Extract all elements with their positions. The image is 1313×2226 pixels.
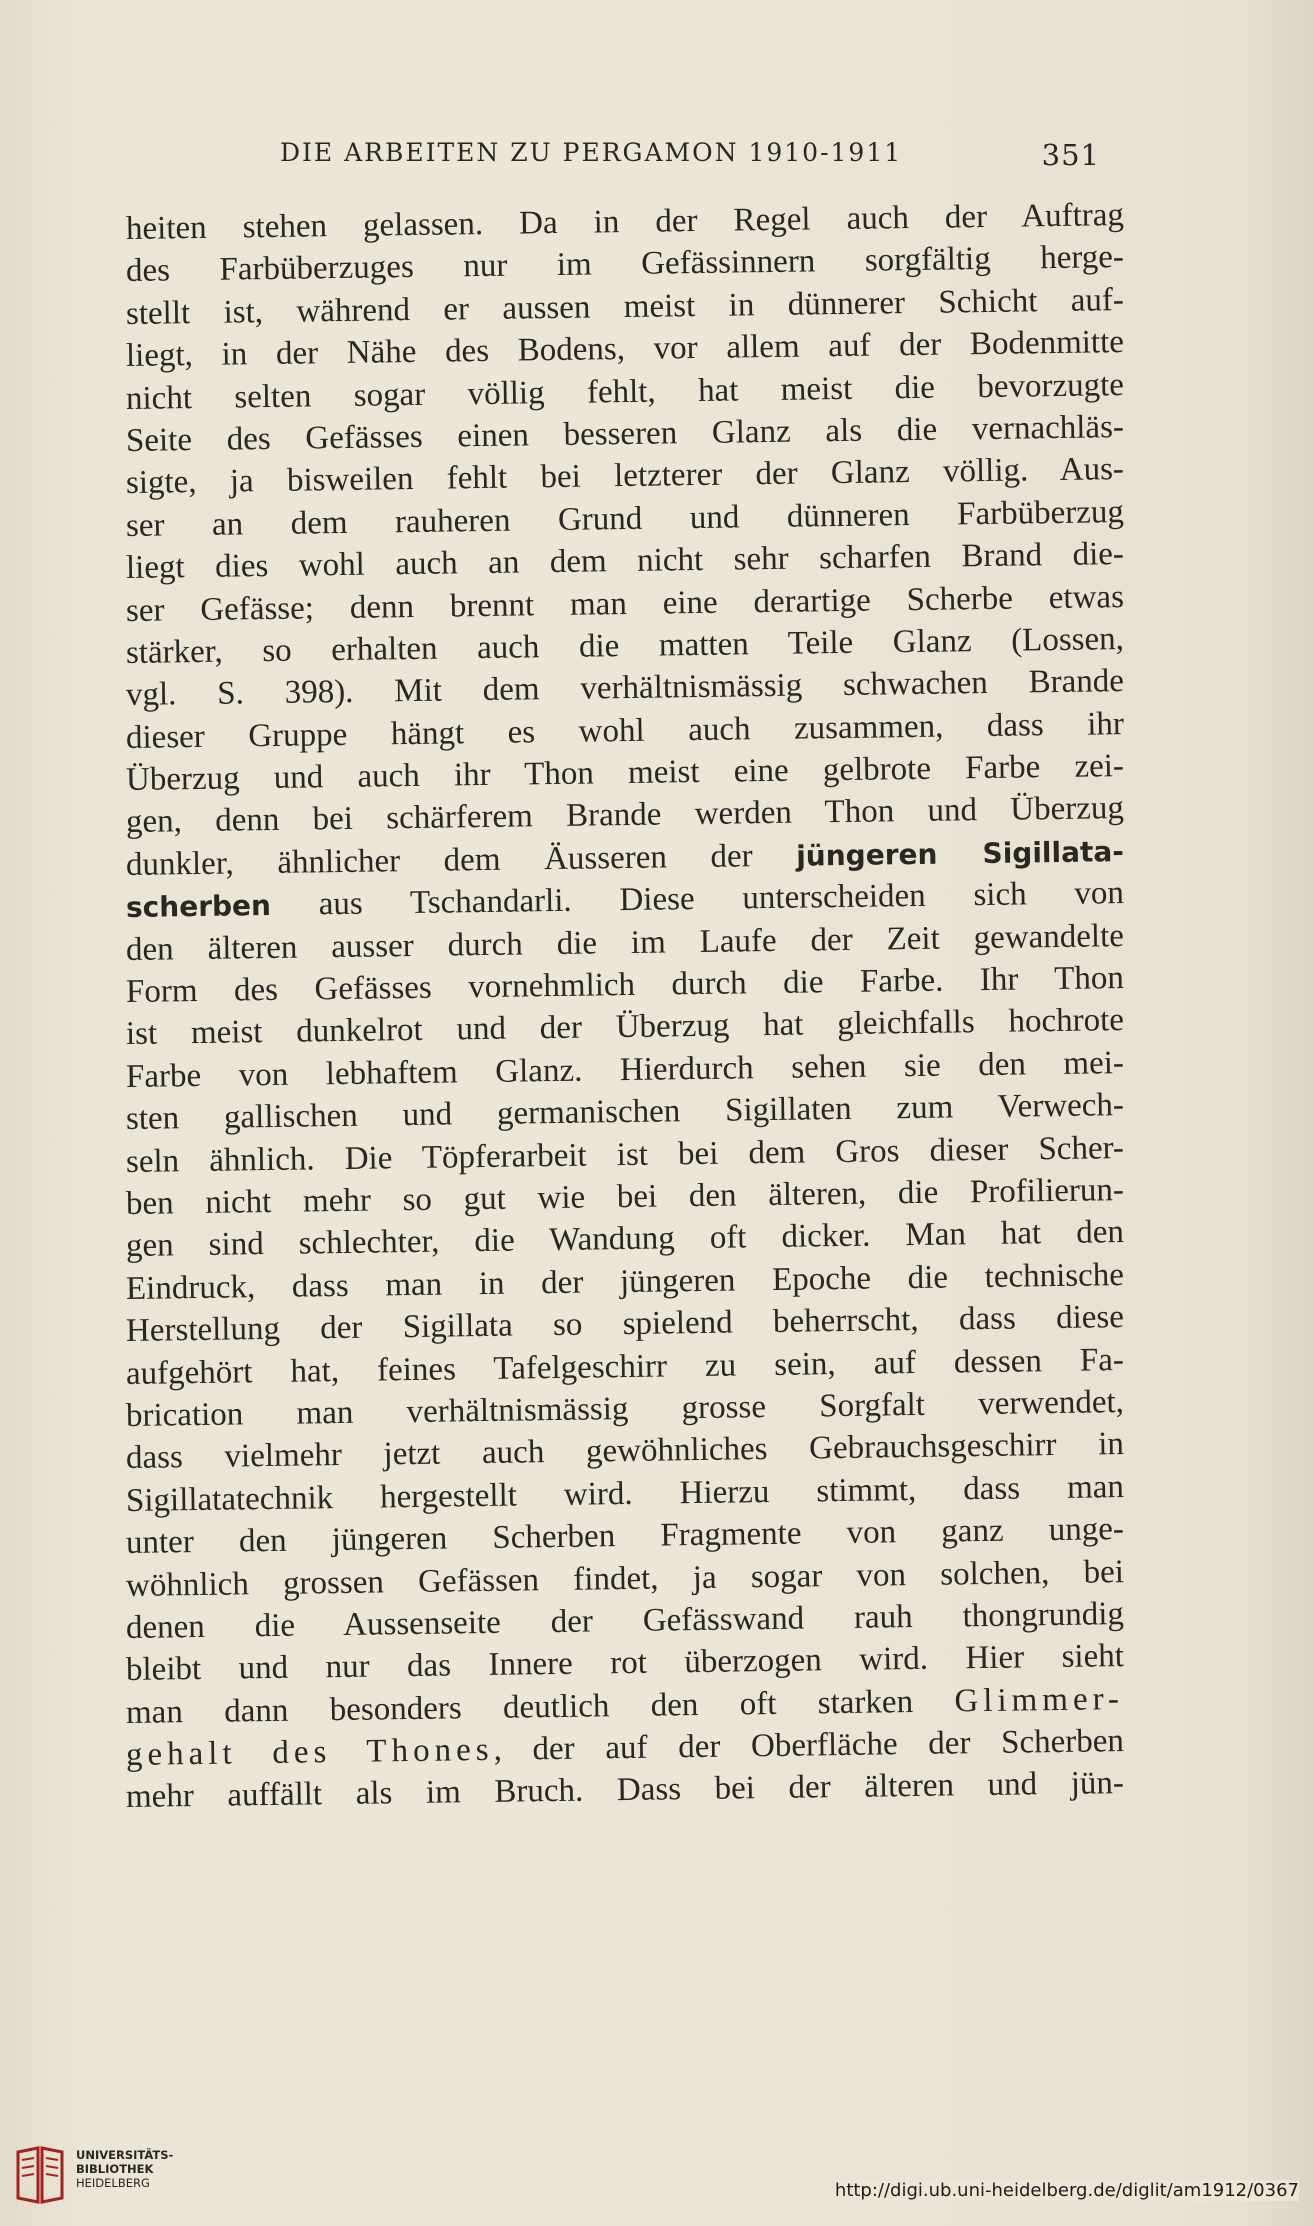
text-line: vgl. S. 398). Mit dem verhältnismässig schwachen Brande: [125, 663, 1125, 714]
running-head: [280, 138, 1100, 178]
library-logo[interactable]: [12, 2140, 182, 2212]
library-emblem-icon: [12, 2144, 68, 2206]
text-line: liegt, in der Nähe des Bodens, vor allem auf der Bodenmitte: [125, 324, 1125, 375]
page-number: 351: [1041, 138, 1100, 172]
text-line: gen sind schlechter, die Wandung oft dicker. Man hat den: [125, 1214, 1125, 1265]
text-line: des Farbüberzuges nur im Gefässinnern sorgfältig herge-: [125, 239, 1125, 290]
text-line: Herstellung der Sigillata so spielend beherrscht, dass diese: [125, 1299, 1125, 1350]
text-line: unter den jüngeren Scherben Fragmente von ganz unge-: [125, 1511, 1125, 1562]
source-url-link[interactable]: http://digi.ub.uni-heidelberg.de/diglit/am1912/0367: [834, 2180, 1299, 2201]
text-line: ser Gefässe; denn brennt man eine derartige Scherbe etwas: [125, 578, 1125, 629]
bold-run: jüngeren Sigillata-: [795, 834, 1125, 873]
text-line: nicht selten sogar völlig fehlt, hat meist die bevorzugte: [125, 366, 1125, 417]
library-name-line: HEIDELBERG: [76, 2176, 150, 2190]
text-line: brication man verhältnismässig grosse Sorgfalt verwendet,: [125, 1384, 1125, 1434]
text-run: , der auf der Oberfläche der Scherben: [493, 1723, 1125, 1768]
text-line: sigte, ja bisweilen fehlt bei letzterer der Glanz völlig. Aus-: [125, 451, 1125, 502]
text-line: heiten stehen gelassen. Da in der Regel auch der Auftrag: [125, 197, 1125, 247]
running-head-title: DIE ARBEITEN ZU PERGAMON 1910-1911: [280, 138, 903, 167]
text-line: Form des Gefässes vornehmlich durch die Farbe. Ihr Thon: [125, 960, 1125, 1011]
text-line: Seite des Gefässes einen besseren Glanz als die vernachläs-: [125, 409, 1125, 459]
text-line: stärker, so erhalten auch die matten Teile Glanz (Lossen,: [125, 620, 1125, 671]
spaced-run: gehalt des Thones: [125, 1731, 494, 1774]
text-line: denen die Aussenseite der Gefässwand rauh thongrundig: [125, 1595, 1125, 1646]
text-line: dass vielmehr jetzt auch gewöhnliches Gebrauchsgeschirr in: [125, 1426, 1125, 1477]
library-name: [76, 2148, 173, 2190]
text-line: wöhnlich grossen Gefässen findet, ja sogar von solchen, bei: [125, 1553, 1125, 1604]
text-line: ist meist dunkelrot und der Überzug hat gleichfalls hochrote: [125, 1002, 1125, 1053]
text-line: dieser Gruppe hängt es wohl auch zusammen, dass ihr: [125, 705, 1125, 756]
text-line: gen, denn bei schärferem Brande werden Thon und Überzug: [125, 790, 1125, 841]
text-line: ser an dem rauheren Grund und dünneren Farbüberzug: [125, 493, 1125, 544]
text-line: Überzug und auch ihr Thon meist eine gelbrote Farbe zei-: [125, 748, 1125, 799]
text-line: Sigillatatechnik hergestellt wird. Hierzu stimmt, dass man: [125, 1468, 1125, 1519]
text-line: Farbe von lebhaftem Glanz. Hierdurch sehen sie den mei-: [125, 1044, 1125, 1095]
text-run: man dann besonders deutlich den oft starken: [125, 1683, 955, 1731]
text-line: bleibt und nur das Innere rot überzogen wird. Hier sieht: [125, 1638, 1125, 1689]
text-line: sten gallischen und germanischen Sigillaten zum Verwech-: [125, 1087, 1125, 1138]
text-run: dunkler, ähnlicher dem Äusseren der: [125, 837, 797, 883]
text-line: aufgehört hat, feines Tafelgeschirr zu sein, auf dessen Fa-: [125, 1341, 1125, 1392]
text-line: ben nicht mehr so gut wie bei den älteren, die Profilierun-: [125, 1172, 1125, 1222]
text-run: aus Tschandarli. Diese unterscheiden sich von: [270, 875, 1125, 924]
text-line: seln ähnlich. Die Töpferarbeit ist bei dem Gros dieser Scher-: [125, 1129, 1125, 1180]
spaced-run: Glimmer-: [954, 1680, 1125, 1720]
text-line: den älteren ausser durch die im Laufe der Zeit gewandelte: [125, 917, 1125, 968]
text-line: Eindruck, dass man in der jüngeren Epoche die technische: [125, 1256, 1125, 1307]
library-name-line: BIBLIOTHEK: [76, 2162, 154, 2176]
library-name-line: UNIVERSITÄTS-: [76, 2148, 174, 2162]
text-line: stellt ist, während er aussen meist in dünnerer Schicht auf-: [125, 281, 1125, 332]
text-line: liegt dies wohl auch an dem nicht sehr scharfen Brand die-: [125, 536, 1125, 587]
body-text: [125, 197, 1125, 1819]
text-line: mehr auffällt als im Bruch. Dass bei der älteren und jün-: [125, 1765, 1125, 1816]
bold-run: scherben: [125, 889, 272, 925]
